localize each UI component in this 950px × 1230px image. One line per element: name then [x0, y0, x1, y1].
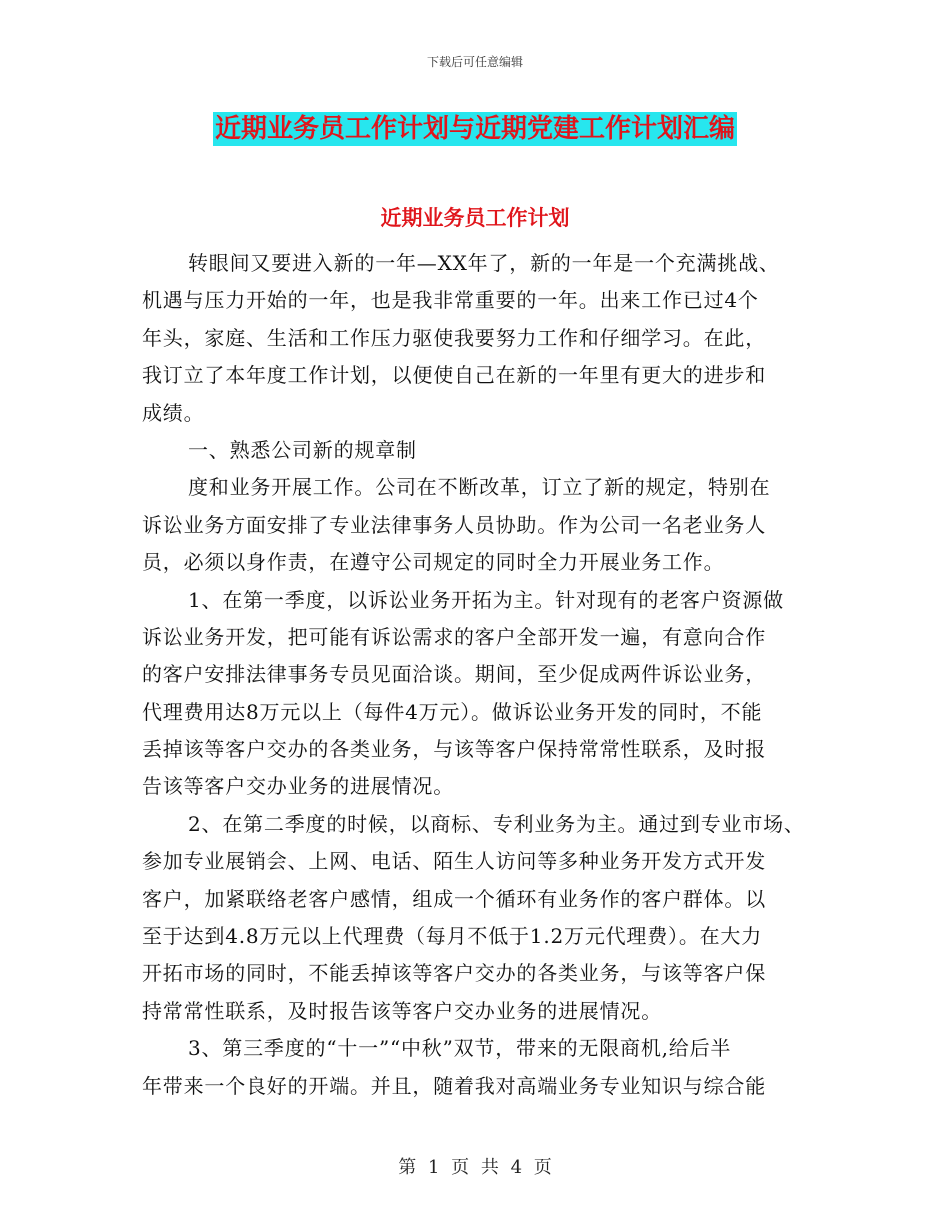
paragraph-line: 持常常性联系，及时报告该等客户交办业务的进展情况。	[142, 998, 662, 1023]
paragraph-line: 的客户安排法律事务专员见面洽谈。期间，至少促成两件诉讼业务，	[142, 662, 766, 687]
body-text	[142, 245, 832, 1105]
paragraph-line: 一、熟悉公司新的规章制	[188, 437, 417, 462]
paragraph-line: 转眼间又要进入新的一年—XX年了，新的一年是一个充满挑战、	[188, 251, 780, 275]
paragraph-line: 年头，家庭、生活和工作压力驱使我要努力工作和仔细学习。在此，	[142, 325, 766, 350]
paragraph-line: 代理费用达8万元以上（每件4万元）。做诉讼业务开发的同时，不能	[142, 699, 763, 724]
paragraph-line: 告该等客户交办业务的进展情况。	[142, 774, 454, 799]
paragraph-line: 成绩。	[142, 400, 205, 425]
paragraph-line: 诉讼业务开发，把可能有诉讼需求的客户全部开发一遍，有意向合作	[142, 624, 766, 649]
paragraph-line: 度和业务开展工作。公司在不断改革，订立了新的规定，特别在	[188, 475, 771, 500]
paragraph-line: 客户，加紧联络老客户感情，组成一个循环有业务作的客户群体。以	[142, 886, 766, 911]
paragraph-line: 我订立了本年度工作计划，以便使自己在新的一年里有更大的进步和	[142, 363, 766, 388]
paragraph-line: 诉讼业务方面安排了专业法律事务人员协助。作为公司一名老业务人	[142, 512, 766, 537]
page-header: 下载后可任意编辑	[426, 55, 523, 69]
paragraph-line: 开拓市场的同时，不能丢掉该等客户交办的各类业务，与该等客户保	[142, 961, 766, 986]
paragraph-line: 机遇与压力开始的一年，也是我非常重要的一年。出来工作已过4个	[142, 288, 759, 313]
paragraph-line: 丢掉该等客户交办的各类业务，与该等客户保持常常性联系，及时报	[142, 737, 766, 762]
section-title: 近期业务员工作计划	[380, 206, 570, 230]
paragraph-line: 至于达到4.8万元以上代理费（每月不低于1.2万元代理费）。在大力	[142, 924, 763, 949]
paragraph-line: 年带来一个良好的开端。并且，随着我对高端业务专业知识与综合能	[142, 1073, 766, 1098]
page-number-footer: 第 1 页 共 4 页	[398, 1157, 552, 1178]
paragraph-line: 参加专业展销会、上网、电话、陌生人访问等多种业务开发方式开发	[142, 849, 766, 874]
main-title-container	[0, 112, 950, 146]
paragraph-line: 3、第三季度的“十一”“中秋”双节，带来的无限商机,给后半	[188, 1036, 732, 1061]
document-title: 近期业务员工作计划与近期党建工作计划汇编	[214, 114, 735, 144]
paragraph-line: 员，必须以身作责，在遵守公司规定的同时全力开展业务工作。	[142, 550, 725, 575]
paragraph-line: 2、在第二季度的时候，以商标、专利业务为主。通过到专业市场、	[188, 811, 805, 836]
paragraph-line: 1、在第一季度，以诉讼业务开拓为主。针对现有的老客户资源做	[188, 587, 784, 612]
